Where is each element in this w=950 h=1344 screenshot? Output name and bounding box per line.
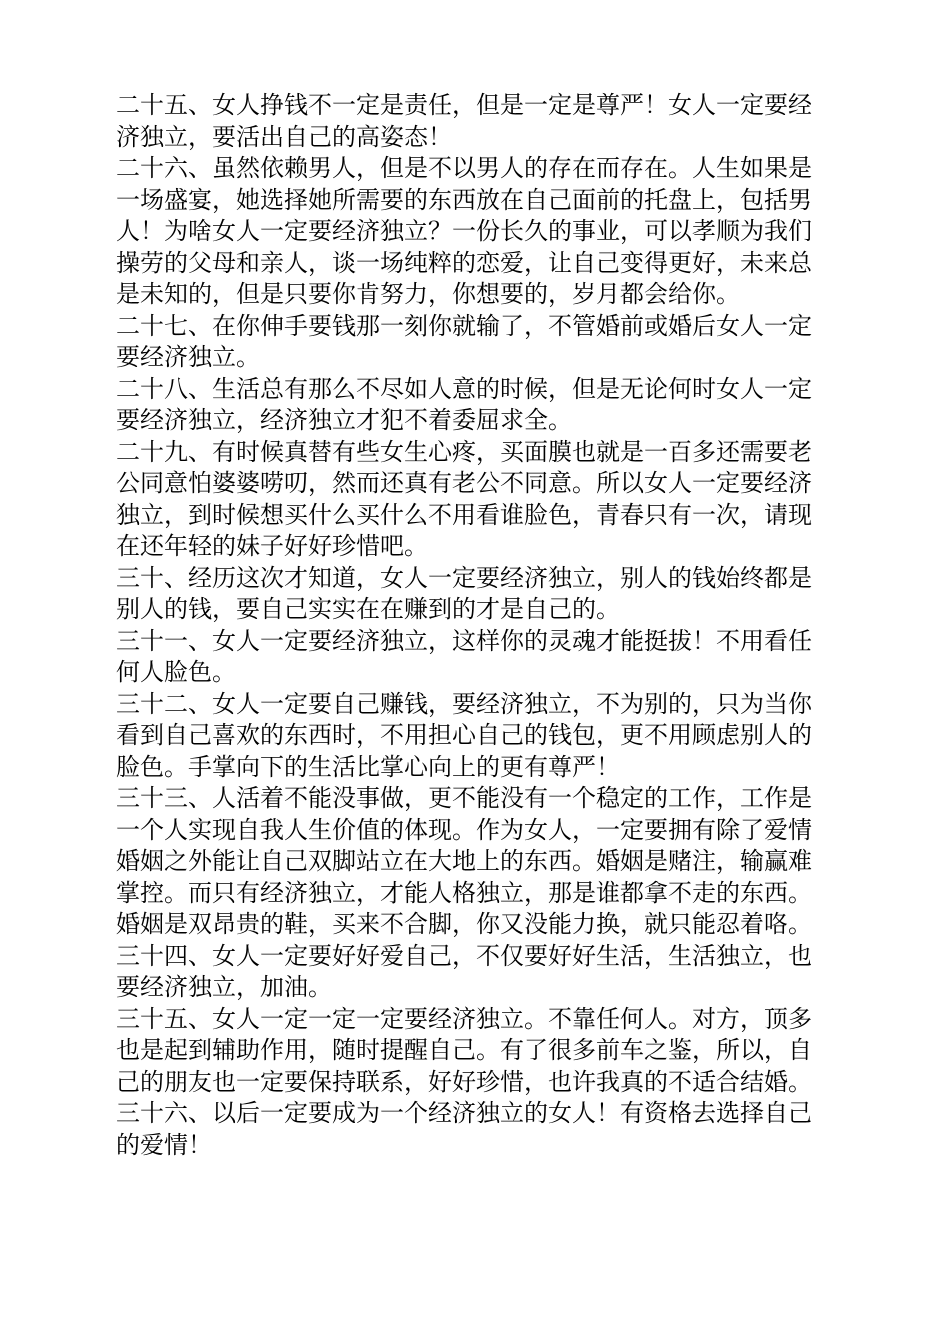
paragraph-29: 二十九、有时候真替有些女生心疼，买面膜也就是一百多还需要老公同意怕婆婆唠叨，然而还真有老公不同意。所以女人一定要经济独立，到时候想买什么买什么不用看谁脸色，青春只有一次，请现在还年轻的妹子好好珍惜吧。	[116, 437, 812, 560]
document-body	[116, 90, 816, 1161]
paragraph-27: 二十七、在你伸手要钱那一刻你就输了，不管婚前或婚后女人一定要经济独立。	[116, 311, 812, 371]
paragraph-35: 三十五、女人一定一定一定要经济独立。不靠任何人。对方，顶多也是起到辅助作用，随时提醒自己。有了很多前车之鉴，所以，自己的朋友也一定要保持联系，好好珍惜，也许我真的不适合结婚。	[116, 1004, 812, 1096]
paragraph-30: 三十、经历这次才知道，女人一定要经济独立，别人的钱始终都是别人的钱，要自己实实在在赚到的才是自己的。	[116, 563, 812, 623]
paragraph-31: 三十一、女人一定要经济独立，这样你的灵魂才能挺拔！不用看任何人脸色。	[116, 626, 812, 686]
paragraph-36: 三十六、以后一定要成为一个经济独立的女人！有资格去选择自己的爱情！	[116, 1099, 812, 1159]
paragraph-26: 二十六、虽然依赖男人，但是不以男人的存在而存在。人生如果是一场盛宴，她选择她所需要的东西放在自己面前的托盘上，包括男人！为啥女人一定要经济独立？一份长久的事业，可以孝顺为我们操劳的父母和亲人，谈一场纯粹的恋爱，让自己变得更好，未来总是未知的，但是只要你肯努力，你想要的，岁月都会给你。	[116, 154, 812, 308]
paragraph-25: 二十五、女人挣钱不一定是责任，但是一定是尊严！女人一定要经济独立，要活出自己的高姿态！	[116, 91, 812, 151]
paragraph-33: 三十三、人活着不能没事做，更不能没有一个稳定的工作，工作是一个人实现自我人生价值的体现。作为女人，一定要拥有除了爱情婚姻之外能让自己双脚站立在大地上的东西。婚姻是赌注，输赢难掌控。而只有经济独立，才能人格独立，那是谁都拿不走的东西。婚姻是双昂贵的鞋，买来不合脚，你又没能力换，就只能忍着咯。	[116, 784, 812, 938]
paragraph-34: 三十四、女人一定要好好爱自己，不仅要好好生活，生活独立，也要经济独立，加油。	[116, 941, 812, 1001]
paragraph-32: 三十二、女人一定要自己赚钱，要经济独立，不为别的，只为当你看到自己喜欢的东西时，不用担心自己的钱包，更不用顾虑别人的脸色。手掌向下的生活比掌心向上的更有尊严！	[116, 689, 812, 781]
paragraph-28: 二十八、生活总有那么不尽如人意的时候，但是无论何时女人一定要经济独立，经济独立才犯不着委屈求全。	[116, 374, 812, 434]
